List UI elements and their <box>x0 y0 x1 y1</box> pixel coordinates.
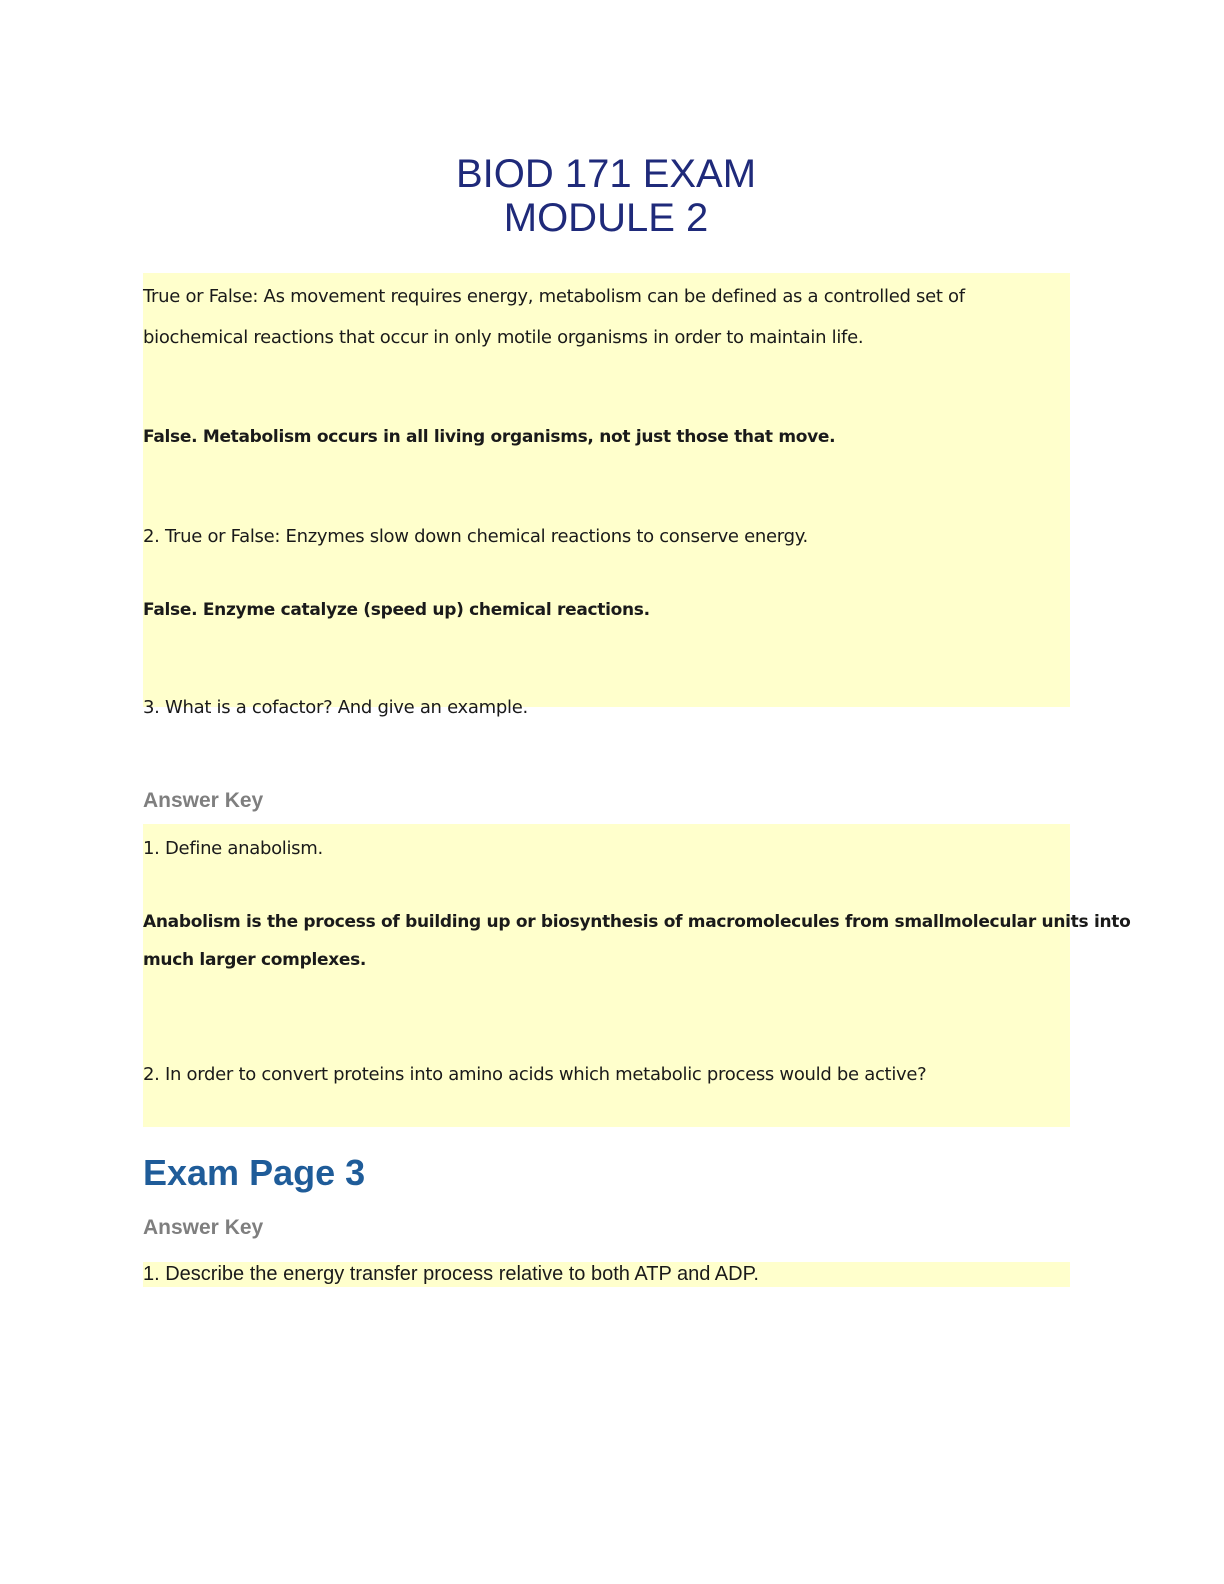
exam-page-heading: Exam Page 3 <box>143 1152 366 1193</box>
title-line-2: MODULE 2 <box>503 196 709 240</box>
answer-2: False. Enzyme catalyze (speed up) chemical reactions. <box>143 600 650 620</box>
answer-anabolism-line-2: much larger complexes. <box>143 950 367 970</box>
title-line-1: BIOD 171 EXAM <box>455 152 757 196</box>
answer-key-label-2: Answer Key <box>143 1216 264 1239</box>
answer-anabolism-line-1: Anabolism is the process of building up or biosynthesis of macromolecules from smallmolecular units into <box>143 912 1131 932</box>
highlighted-block-3 <box>143 1262 1070 1287</box>
answer-1: False. Metabolism occurs in all living organisms, not just those that move. <box>143 427 836 447</box>
highlighted-block-2 <box>143 824 1131 1127</box>
question-define-anabolism: 1. Define anabolism. <box>143 838 323 859</box>
highlighted-block-1 <box>143 273 1070 718</box>
question-atp-adp: 1. Describe the energy transfer process relative to both ATP and ADP. <box>143 1263 759 1285</box>
answer-key-label: Answer Key <box>143 789 264 812</box>
question-proteins: 2. In order to convert proteins into amino acids which metabolic process would be active? <box>143 1064 927 1085</box>
question-1-line-2: biochemical reactions that occur in only motile organisms in order to maintain life. <box>143 327 864 348</box>
question-3-partial: 3. What is a cofactor? And give an example. <box>143 697 528 718</box>
document-title <box>0 152 1212 240</box>
question-1-line-1: True or False: As movement requires energy, metabolism can be defined as a controlled set of <box>143 286 965 307</box>
question-2: 2. True or False: Enzymes slow down chemical reactions to conserve energy. <box>143 526 808 547</box>
